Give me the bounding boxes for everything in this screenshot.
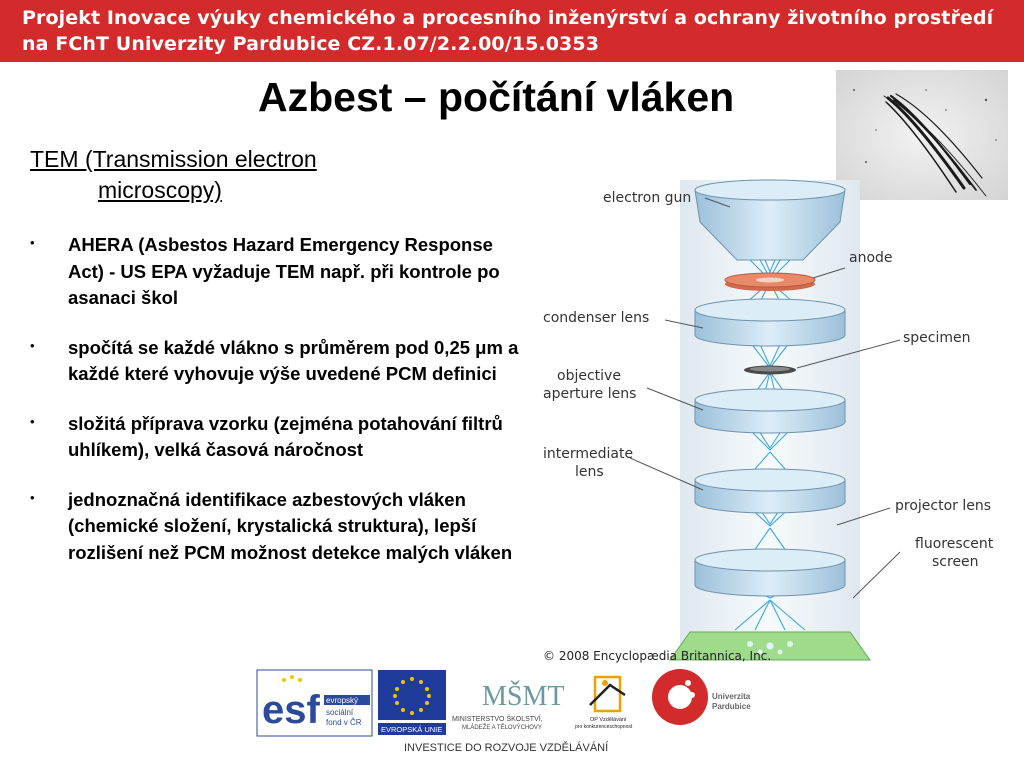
tem-schematic-diagram bbox=[535, 160, 1024, 670]
svg-text:sociální: sociální bbox=[326, 708, 354, 717]
logos-tagline: INVESTICE DO ROZVOJE VZDĚLÁVÁNÍ bbox=[404, 742, 609, 754]
op-vk-logo bbox=[575, 677, 633, 730]
label-condenser-lens: condenser lens bbox=[543, 310, 650, 326]
bullet-item: • jednoznačná identifikace azbestových vláken (chemické složení, krystalická struktura), lepší rozlišení než PCM možnost detekce malých vláken bbox=[30, 487, 520, 567]
eu-flag-logo bbox=[378, 670, 446, 735]
bullet-item: • AHERA (Asbestos Hazard Emergency Response Act) - US EPA vyžaduje TEM např. při kontrole po asanaci škol bbox=[30, 232, 520, 312]
project-banner bbox=[0, 0, 1024, 62]
bullet-marker: • bbox=[30, 235, 35, 250]
anode bbox=[725, 273, 815, 291]
bullet-item: • spočítá se každé vlákno s průměrem pod 0,25 μm a každé které vyhovuje výše uvedené PCM definici bbox=[30, 335, 520, 388]
svg-text:MLÁDEŽE A TĚLOVÝCHOVY: MLÁDEŽE A TĚLOVÝCHOVY bbox=[462, 725, 542, 731]
label-electron-gun: electron gun bbox=[603, 190, 692, 206]
label-fluorescent: fluorescent bbox=[915, 536, 994, 552]
svg-text:Univerzita: Univerzita bbox=[712, 692, 751, 701]
label-objective: objective bbox=[557, 368, 621, 384]
specimen-disc bbox=[744, 366, 796, 375]
svg-text:MINISTERSTVO ŠKOLSTVÍ,: MINISTERSTVO ŠKOLSTVÍ, bbox=[452, 716, 543, 723]
banner-line-2: na FChT Univerzity Pardubice CZ.1.07/2.2.00/15.0353 bbox=[22, 33, 600, 55]
tem-heading bbox=[30, 144, 450, 206]
svg-text:fond v ČR: fond v ČR bbox=[326, 718, 362, 727]
svg-text:pro konkurenceschopnost: pro konkurenceschopnost bbox=[575, 724, 633, 730]
msmt-logo bbox=[452, 681, 564, 731]
svg-text:MŠMT: MŠMT bbox=[482, 681, 565, 712]
bullet-list bbox=[30, 232, 520, 589]
funding-logos bbox=[250, 665, 770, 765]
slide-title: Azbest – počítání vláken bbox=[258, 74, 735, 120]
label-anode: anode bbox=[849, 250, 893, 266]
heading-line-2: microscopy) bbox=[98, 177, 222, 203]
svg-text:Pardubice: Pardubice bbox=[712, 702, 751, 711]
label-intermediate: intermediate bbox=[543, 446, 634, 462]
label-specimen: specimen bbox=[903, 330, 971, 346]
esf-logo bbox=[257, 670, 372, 736]
bullet-marker: • bbox=[30, 413, 35, 429]
label-aperture-lens: aperture lens bbox=[543, 386, 637, 402]
bullet-marker: • bbox=[30, 337, 35, 353]
upce-logo bbox=[652, 669, 751, 725]
label-projector-lens: projector lens bbox=[895, 498, 992, 514]
label-screen: screen bbox=[932, 554, 979, 570]
intermediate-lens-disc bbox=[695, 469, 845, 513]
projector-lens-disc bbox=[695, 549, 845, 596]
svg-text:esf: esf bbox=[262, 688, 320, 732]
diagram-copyright: © 2008 Encyclopædia Britannica, Inc. bbox=[543, 649, 772, 663]
svg-text:evropský: evropský bbox=[326, 696, 359, 705]
svg-text:EVROPSKÁ UNIE: EVROPSKÁ UNIE bbox=[381, 725, 443, 734]
banner-line-1: Projekt Inovace výuky chemického a procesního inženýrství a ochrany životního prostředí bbox=[22, 7, 994, 29]
label-intermediate-lens: lens bbox=[575, 464, 604, 480]
bullet-item: • složitá příprava vzorku (zejména potahování filtrů uhlíkem), velká časová náročnost bbox=[30, 411, 520, 464]
condenser-lens-disc bbox=[695, 299, 845, 346]
objective-lens-disc bbox=[695, 389, 845, 433]
heading-line-1: TEM (Transmission electron bbox=[30, 146, 317, 172]
bullet-marker: • bbox=[30, 489, 35, 505]
svg-text:OP Vzdělávání: OP Vzdělávání bbox=[590, 717, 627, 723]
